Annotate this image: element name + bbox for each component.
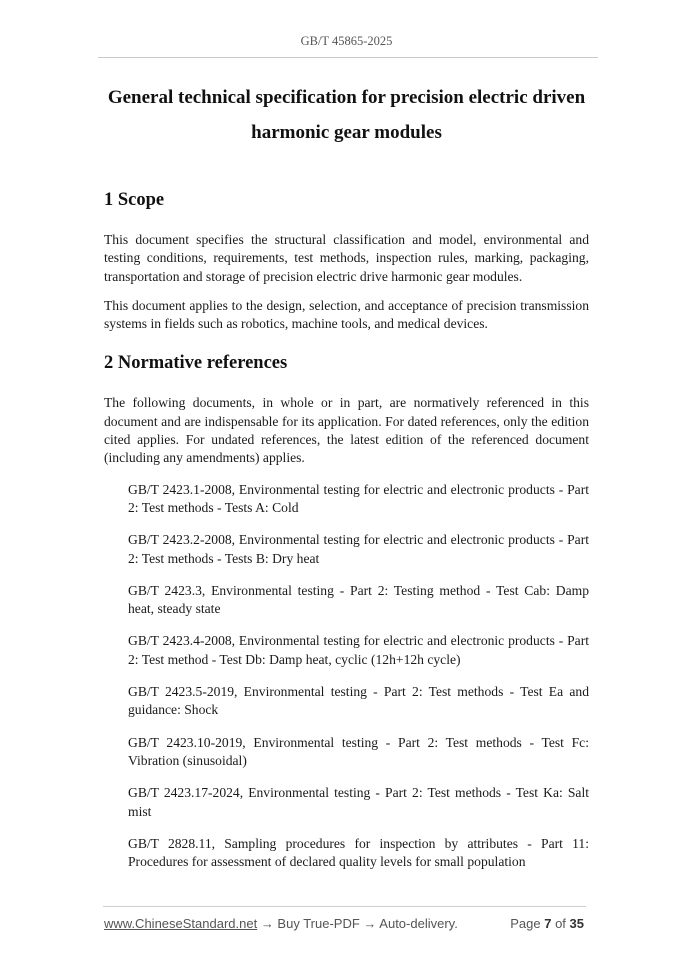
footer-promo: [104, 916, 458, 931]
document-body: [104, 188, 589, 871]
reference-item: GB/T 2828.11, Sampling procedures for inspection by attributes - Part 11: Procedures for assessment of declared quality levels for small population: [128, 835, 589, 870]
page-header-doc-number: GB/T 45865-2025: [300, 34, 393, 48]
reference-item: GB/T 2423.1-2008, Environmental testing for electric and electronic products - Part 2: Test methods - Tests A: Cold: [128, 481, 589, 515]
chinese-standard-link[interactable]: www.ChineseStandard.net: [104, 916, 258, 931]
reference-item: GB/T 2423.3, Environmental testing - Part 2: Testing method - Test Cab: Damp heat, steady state: [128, 582, 589, 617]
scope-paragraph-1: This document specifies the structural classification and model, environmental and testing conditions, requirements, test methods, inspection rules, marking, packaging, transportation and storage of precision electric drive harmonic gear modules.: [104, 232, 589, 284]
footer-divider: [103, 906, 586, 907]
page-label: Page: [510, 916, 541, 931]
of-label: of: [555, 916, 566, 931]
section-heading-normative-references: 2 Normative references: [104, 353, 288, 374]
reference-item: GB/T 2423.5-2019, Environmental testing - Part 2: Test methods - Test Ea and guidance: Shock: [128, 684, 589, 718]
document-title: [100, 80, 593, 150]
reference-item: GB/T 2423.17-2024, Environmental testing - Part 2: Test methods - Test Ka: Salt mist: [128, 785, 589, 819]
header-divider: [98, 57, 598, 58]
page-indicator: [510, 916, 584, 931]
scope-paragraph-2: This document applies to the design, selection, and acceptance of precision transmission systems in fields such as robotics, machine tools, and medical devices.: [104, 297, 589, 332]
section-heading-scope: 1 Scope: [104, 190, 165, 210]
normative-references-intro: The following documents, in whole or in part, are normatively referenced in this document and are indispensable for its application. For dated references, only the edition cited applies. For undated references, the latest edition of the referenced document (including any amendments) applies.: [104, 395, 589, 466]
reference-item: GB/T 2423.10-2019, Environmental testing - Part 2: Test methods - Test Fc: Vibration (sinusoidal): [128, 734, 589, 768]
document-title-line-1: General technical specification for precision electric driven: [107, 87, 586, 108]
reference-list: [128, 481, 589, 872]
reference-item: GB/T 2423.4-2008, Environmental testing for electric and electronic products - Part 2: Test method - Test Db: Damp heat, cyclic (12h+12h cycle): [128, 633, 589, 667]
total-pages: 35: [569, 916, 584, 931]
document-title-line-2: harmonic gear modules: [251, 122, 442, 143]
footer-promo-text: → Buy True-PDF → Auto-delivery.: [257, 916, 458, 931]
reference-item: GB/T 2423.2-2008, Environmental testing for electric and electronic products - Part 2: Test methods - Tests B: Dry heat: [128, 532, 589, 566]
current-page-number: 7: [544, 916, 552, 931]
